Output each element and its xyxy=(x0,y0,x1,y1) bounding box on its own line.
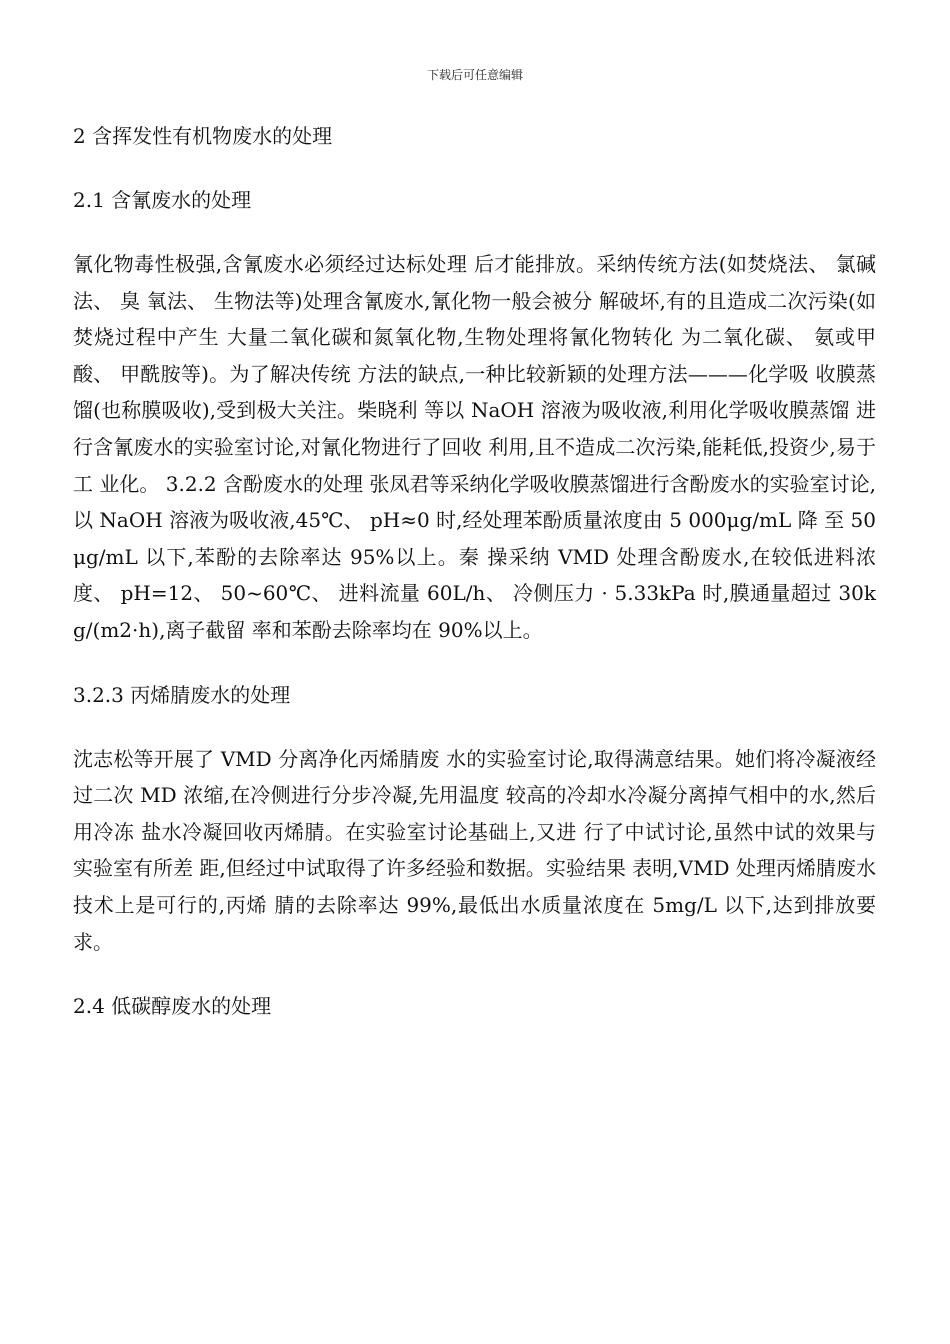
section-heading-2-1: 2.1 含氰废水的处理 xyxy=(73,188,252,212)
document-body xyxy=(73,118,876,1024)
section-heading-2-4: 2.4 低碳醇废水的处理 xyxy=(73,994,272,1019)
paragraph-cyanide-wastewater: 氰化物毒性极强,含氰废水必须经过达标处理 后才能排放。采纳传统方法(如焚烧法、 氯碱法、 臭 氧法、 生物法等)处理含氰废水,氰化物一般会被分 解破坏,有的且造成二次污染(如焚烧过程中产生 大量二氧化碳和氮氧化物,生物处理将氰化物转化 为二氧化碳、 氨或甲酸、 甲酰胺等)。为了解决传统 方法的缺点,一种比较新颖的处理方法———化学吸 收膜蒸馏(也称膜吸收),受到极大关注。柴晓利 等以 NaOH 溶液为吸收液,利用化学吸收膜蒸馏 进行含氰废水的实验室讨论,对氰化物进行了回收 利用,且不造成二次污染,能耗低,投资少,易于工 业化。 3.2.2 含酚废水的处理 张凤君等采纳化学吸收膜蒸馏进行含酚废水的实验室讨论,以 NaOH 溶液为吸收液,45℃、 pH≈0 时,经处理苯酚质量浓度由 5 000μg/mL 降 至 50μg/mL 以下,苯酚的去除率达 95%以上。秦 操采纳 VMD 处理含酚废水,在较低进料浓度、 pH=12、 50~60℃、 进料流量 60L/h、 冷侧压力 · 5.33kPa 时,膜通量超过 30kg/(m2·h),离子截留 率和苯酚去除率均在 90%以上。 xyxy=(73,252,876,642)
section-heading-3-2-3: 3.2.3 丙烯腈废水的处理 xyxy=(73,682,291,707)
page-header-note: 下载后可任意编辑 xyxy=(426,68,523,82)
paragraph-acrylonitrile-wastewater: 沈志松等开展了 VMD 分离净化丙烯腈废 水的实验室讨论,取得满意结果。她们将冷凝液经 过二次 MD 浓缩,在冷侧进行分步冷凝,先用温度 较高的冷却水冷凝分离掉气相中的水,然后用冷冻 盐水冷凝回收丙烯腈。在实验室讨论基础上,又进 行了中试讨论,虽然中试的效果与实验室有所差 距,但经过中试取得了许多经验和数据。实验结果 表明,VMD 处理丙烯腈废水技术上是可行的,丙烯 腈的去除率达 99%,最低出水质量浓度在 5mg/L 以下,达到排放要求。 xyxy=(73,746,876,954)
section-heading-2: 2 含挥发性有机物废水的处理 xyxy=(73,124,333,148)
